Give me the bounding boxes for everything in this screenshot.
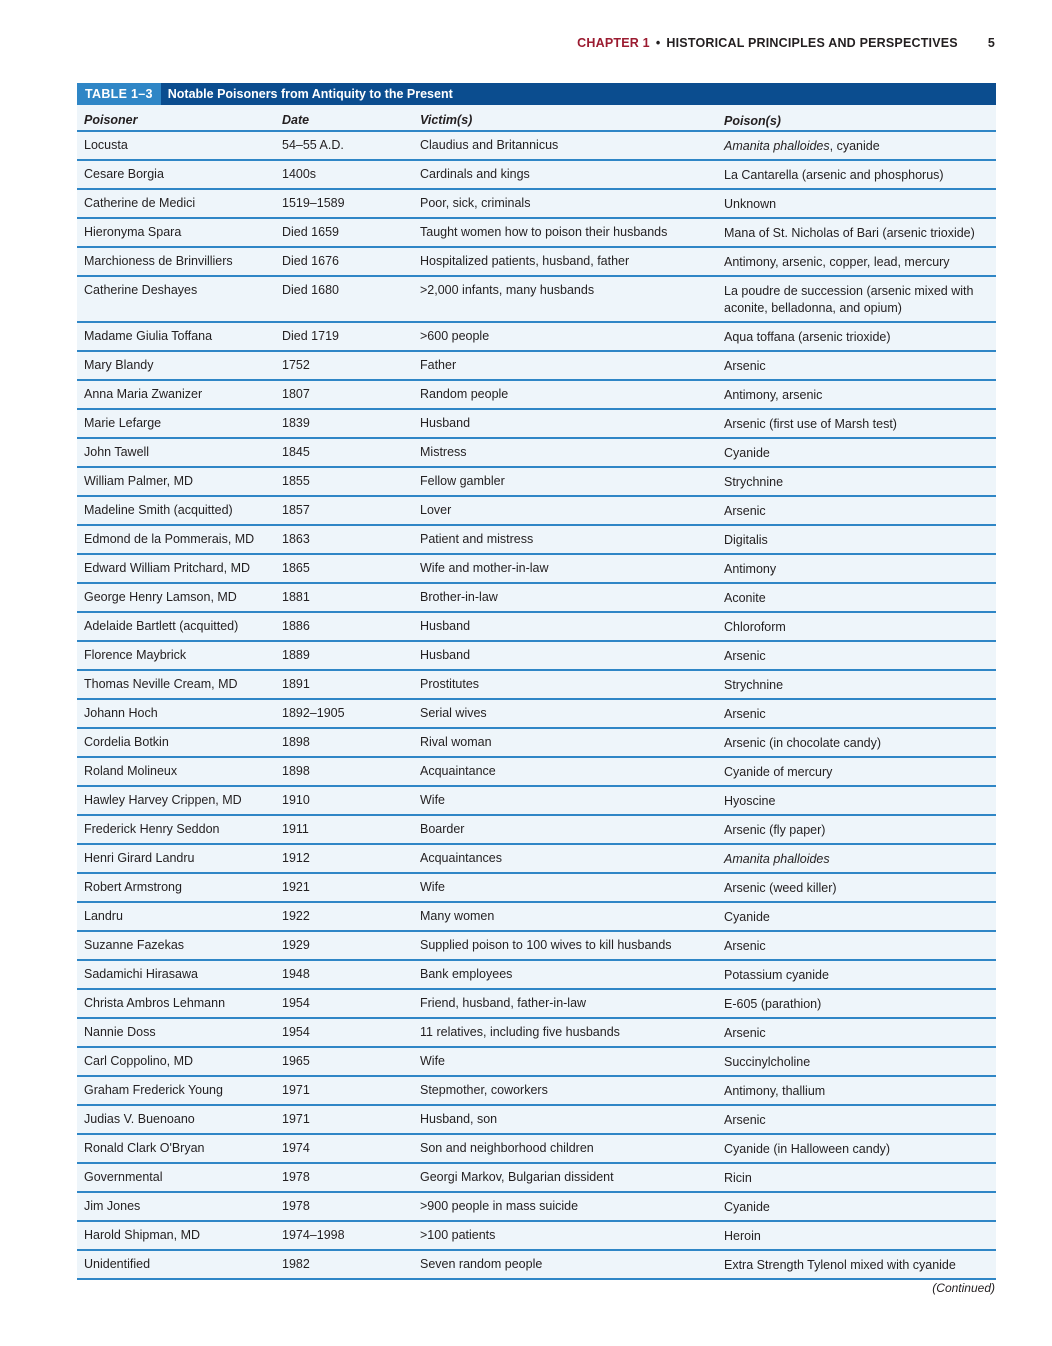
cell-poisons	[724, 845, 996, 872]
cell-date: 1948	[282, 967, 310, 981]
cell-poisons	[724, 555, 996, 582]
cell-victims: Random people	[420, 387, 509, 401]
poison-text: Arsenic	[724, 649, 766, 663]
cell-victims: Seven random people	[420, 1257, 543, 1271]
poison-text: Arsenic	[724, 1113, 766, 1127]
cell-date: 1898	[282, 735, 310, 749]
cell-date: 1929	[282, 938, 310, 952]
table-row	[77, 1019, 996, 1048]
cell-poisoner: Thomas Neville Cream, MD	[84, 677, 238, 691]
cell-poisons	[724, 219, 996, 246]
table-row	[77, 845, 996, 874]
cell-date: Died 1676	[282, 254, 339, 268]
cell-poisons	[724, 584, 996, 611]
table-row	[77, 671, 996, 700]
cell-date: 1889	[282, 648, 310, 662]
cell-poisoner: Madeline Smith (acquitted)	[84, 503, 233, 517]
cell-victims: 11 relatives, including five husbands	[420, 1025, 620, 1039]
cell-date: 1922	[282, 909, 310, 923]
cell-date: 1912	[282, 851, 310, 865]
cell-poisoner: Sadamichi Hirasawa	[84, 967, 198, 981]
cell-poisons	[724, 1077, 996, 1104]
cell-poisoner: Landru	[84, 909, 123, 923]
cell-victims: Serial wives	[420, 706, 487, 720]
cell-victims: >2,000 infants, many husbands	[420, 283, 595, 297]
cell-date: 1807	[282, 387, 310, 401]
cell-poisoner: Robert Armstrong	[84, 880, 182, 894]
poison-text: Extra Strength Tylenol mixed with cyanide	[724, 1258, 956, 1272]
cell-victims: Brother-in-law	[420, 590, 498, 604]
table-row	[77, 439, 996, 468]
cell-poisons	[724, 758, 996, 785]
cell-poisoner: Unidentified	[84, 1257, 151, 1271]
cell-poisoner: Jim Jones	[84, 1199, 141, 1213]
table-row	[77, 700, 996, 729]
poison-text: Arsenic	[724, 359, 766, 373]
cell-victims: Hospitalized patients, husband, father	[420, 254, 630, 268]
cell-date: Died 1719	[282, 329, 339, 343]
table-row	[77, 248, 996, 277]
cell-poisoner: Graham Frederick Young	[84, 1083, 223, 1097]
cell-poisons	[724, 468, 996, 495]
poison-text: Potassium cyanide	[724, 968, 829, 982]
table-body	[77, 132, 996, 1280]
species-name: Amanita phalloides	[724, 139, 830, 153]
cell-victims: Cardinals and kings	[420, 167, 530, 181]
cell-victims: Boarder	[420, 822, 465, 836]
poison-text: Strychnine	[724, 678, 784, 692]
cell-date: 1855	[282, 474, 310, 488]
cell-poisoner: Catherine de Medici	[84, 196, 196, 210]
cell-victims: Supplied poison to 100 wives to kill husbands	[420, 938, 672, 952]
cell-victims: Wife and mother-in-law	[420, 561, 549, 575]
poison-text: Succinylcholine	[724, 1055, 811, 1069]
cell-victims: Many women	[420, 909, 495, 923]
cell-poisoner: Ronald Clark O'Bryan	[84, 1141, 205, 1155]
cell-victims: Father	[420, 358, 457, 372]
cell-poisons	[724, 990, 996, 1017]
table-row	[77, 642, 996, 671]
cell-poisoner: Adelaide Bartlett (acquitted)	[84, 619, 239, 633]
cell-poisons	[724, 613, 996, 640]
cell-poisoner: Marie Lefarge	[84, 416, 162, 430]
cell-victims: Georgi Markov, Bulgarian dissident	[420, 1170, 614, 1184]
cell-date: 1400s	[282, 167, 317, 181]
cell-date: 1881	[282, 590, 310, 604]
poison-text: Chloroform	[724, 620, 786, 634]
cell-poisons	[724, 816, 996, 843]
cell-date: 1954	[282, 996, 310, 1010]
poison-text: Aqua toffana (arsenic trioxide)	[724, 330, 891, 344]
poison-text: Cyanide	[724, 446, 770, 460]
cell-victims: Wife	[420, 1054, 445, 1068]
table-row	[77, 1135, 996, 1164]
cell-date: 1839	[282, 416, 310, 430]
poison-text: Cyanide	[724, 910, 770, 924]
table-row	[77, 352, 996, 381]
column-header-poisoner: Poisoner	[84, 113, 138, 127]
cell-poisoner: William Palmer, MD	[84, 474, 194, 488]
table-row	[77, 961, 996, 990]
cell-poisoner: Henri Girard Landru	[84, 851, 195, 865]
cell-poisoner: Johann Hoch	[84, 706, 158, 720]
section-title: HISTORICAL PRINCIPLES AND PERSPECTIVES	[666, 36, 958, 50]
cell-poisoner: Marchioness de Brinvilliers	[84, 254, 233, 268]
poison-text: Antimony, arsenic	[724, 388, 823, 402]
cell-date: 1982	[282, 1257, 310, 1271]
table-row	[77, 526, 996, 555]
cell-poisoner: Carl Coppolino, MD	[84, 1054, 194, 1068]
table-row	[77, 1222, 996, 1251]
poison-text: La Cantarella (arsenic and phosphorus)	[724, 168, 944, 182]
cell-poisoner: Governmental	[84, 1170, 163, 1184]
table-row	[77, 190, 996, 219]
table-row	[77, 219, 996, 248]
cell-poisons	[724, 381, 996, 408]
table-row	[77, 468, 996, 497]
cell-poisoner: Frederick Henry Seddon	[84, 822, 220, 836]
poison-text: Arsenic	[724, 504, 766, 518]
poison-text: Arsenic (first use of Marsh test)	[724, 417, 897, 431]
cell-date: 54–55 A.D.	[282, 138, 344, 152]
poison-text: Hyoscine	[724, 794, 776, 808]
page-number: 5	[987, 36, 995, 50]
cell-date: 1865	[282, 561, 310, 575]
poison-text: Arsenic	[724, 1026, 766, 1040]
cell-poisoner: Cesare Borgia	[84, 167, 164, 181]
table-row	[77, 903, 996, 932]
poison-text: Unknown	[724, 197, 777, 211]
cell-poisoner: Cordelia Botkin	[84, 735, 169, 749]
column-header-poisons: Poison(s)	[724, 114, 781, 128]
poison-text: Ricin	[724, 1171, 752, 1185]
table-row	[77, 497, 996, 526]
cell-date: 1974–1998	[282, 1228, 345, 1242]
cell-poisons	[724, 1048, 996, 1075]
cell-victims: Husband, son	[420, 1112, 498, 1126]
cell-poisons	[724, 787, 996, 814]
cell-poisoner: Edmond de la Pommerais, MD	[84, 532, 255, 546]
cell-date: 1978	[282, 1170, 310, 1184]
table-row	[77, 932, 996, 961]
cell-poisoner: Madame Giulia Toffana	[84, 329, 213, 343]
cell-poisons	[724, 932, 996, 959]
cell-poisons	[724, 671, 996, 698]
cell-poisoner: Harold Shipman, MD	[84, 1228, 201, 1242]
cell-victims: >900 people in mass suicide	[420, 1199, 579, 1213]
table-row	[77, 161, 996, 190]
cell-victims: Friend, husband, father-in-law	[420, 996, 587, 1010]
table-row	[77, 1077, 996, 1106]
cell-poisoner: Anna Maria Zwanizer	[84, 387, 203, 401]
cell-poisoner: Mary Blandy	[84, 358, 154, 372]
table-row	[77, 410, 996, 439]
cell-poisons	[724, 700, 996, 727]
cell-date: 1752	[282, 358, 310, 372]
cell-victims: Poor, sick, criminals	[420, 196, 531, 210]
chapter-label: CHAPTER 1	[577, 36, 650, 50]
cell-poisons	[724, 352, 996, 379]
table-row	[77, 584, 996, 613]
table-row	[77, 787, 996, 816]
cell-poisons	[724, 161, 996, 188]
poison-text: Heroin	[724, 1229, 761, 1243]
bullet-separator: •	[655, 36, 661, 50]
cell-victims: >100 patients	[420, 1228, 496, 1242]
poison-text: La poudre de succession (arsenic mixed with aconite, belladonna, and opium)	[724, 284, 974, 315]
cell-victims: Patient and mistress	[420, 532, 534, 546]
poison-text: Antimony	[724, 562, 777, 576]
poison-text: Strychnine	[724, 475, 784, 489]
cell-victims: Stepmother, coworkers	[420, 1083, 548, 1097]
cell-victims: >600 people	[420, 329, 490, 343]
poisoners-table	[77, 83, 996, 1280]
table-row	[77, 758, 996, 787]
cell-poisoner: Florence Maybrick	[84, 648, 187, 662]
cell-date: 1863	[282, 532, 310, 546]
cell-poisons	[724, 248, 996, 275]
table-row	[77, 381, 996, 410]
cell-poisons	[724, 1019, 996, 1046]
cell-victims: Husband	[420, 648, 471, 662]
cell-poisons	[724, 439, 996, 466]
cell-victims: Prostitutes	[420, 677, 480, 691]
poison-text: Arsenic (in chocolate candy)	[724, 736, 882, 750]
cell-victims: Fellow gambler	[420, 474, 505, 488]
cell-victims: Rival woman	[420, 735, 492, 749]
cell-poisoner: Judias V. Buenoano	[84, 1112, 195, 1126]
species-name: Amanita phalloides	[724, 852, 830, 866]
poison-text: Arsenic (fly paper)	[724, 823, 826, 837]
cell-poisoner: John Tawell	[84, 445, 150, 459]
column-headers	[77, 105, 996, 132]
table-row	[77, 874, 996, 903]
cell-poisoner: Hawley Harvey Crippen, MD	[84, 793, 242, 807]
table-row	[77, 816, 996, 845]
table-caption	[77, 83, 996, 105]
cell-date: 1519–1589	[282, 196, 345, 210]
cell-poisons	[724, 642, 996, 669]
poison-text: Arsenic (weed killer)	[724, 881, 837, 895]
continued-note: (Continued)	[932, 1281, 995, 1295]
cell-poisons	[724, 497, 996, 524]
cell-poisons	[724, 1251, 996, 1278]
poison-text: Cyanide (in Halloween candy)	[724, 1142, 891, 1156]
cell-victims: Claudius and Britannicus	[420, 138, 559, 152]
cell-poisons	[724, 1193, 996, 1220]
cell-victims: Acquaintance	[420, 764, 496, 778]
poison-text: Cyanide of mercury	[724, 765, 833, 779]
running-head	[577, 36, 995, 50]
table-row	[77, 613, 996, 642]
table-label: TABLE 1–3	[77, 83, 161, 105]
table-row	[77, 555, 996, 584]
cell-poisoner: Locusta	[84, 138, 128, 152]
cell-date: 1965	[282, 1054, 310, 1068]
cell-poisons	[724, 190, 996, 217]
column-header-date: Date	[282, 113, 310, 127]
cell-poisoner: Hieronyma Spara	[84, 225, 182, 239]
cell-victims: Wife	[420, 880, 445, 894]
cell-victims: Husband	[420, 619, 471, 633]
cell-date: Died 1659	[282, 225, 339, 239]
cell-poisons	[724, 410, 996, 437]
cell-date: 1892–1905	[282, 706, 345, 720]
cell-poisons	[724, 277, 996, 321]
cell-date: 1971	[282, 1112, 310, 1126]
table-row	[77, 277, 996, 323]
cell-date: 1857	[282, 503, 310, 517]
table-row	[77, 729, 996, 758]
poison-text: Antimony, thallium	[724, 1084, 826, 1098]
table-row	[77, 132, 996, 161]
cell-victims: Husband	[420, 416, 471, 430]
cell-victims: Son and neighborhood children	[420, 1141, 594, 1155]
cell-poisons	[724, 1135, 996, 1162]
cell-victims: Mistress	[420, 445, 467, 459]
poison-text: Antimony, arsenic, copper, lead, mercury	[724, 255, 950, 269]
cell-poisoner: Edward William Pritchard, MD	[84, 561, 251, 575]
cell-poisons	[724, 526, 996, 553]
cell-poisons	[724, 729, 996, 756]
cell-poisoner: Nannie Doss	[84, 1025, 156, 1039]
cell-poisons	[724, 903, 996, 930]
cell-date: 1891	[282, 677, 310, 691]
cell-poisoner: Roland Molineux	[84, 764, 178, 778]
cell-poisons	[724, 961, 996, 988]
cell-date: 1911	[282, 822, 309, 836]
cell-poisoner: Catherine Deshayes	[84, 283, 198, 297]
poison-text: Cyanide	[724, 1200, 770, 1214]
poison-text: Digitalis	[724, 533, 768, 547]
poison-text: Mana of St. Nicholas of Bari (arsenic trioxide)	[724, 226, 975, 240]
cell-date: Died 1680	[282, 283, 339, 297]
cell-date: 1921	[282, 880, 310, 894]
column-header-victims: Victim(s)	[420, 113, 473, 127]
cell-date: 1978	[282, 1199, 310, 1213]
cell-poisoner: Christa Ambros Lehmann	[84, 996, 226, 1010]
cell-poisons	[724, 323, 996, 350]
cell-poisoner: George Henry Lamson, MD	[84, 590, 237, 604]
poison-text: Arsenic	[724, 939, 766, 953]
poison-text: Arsenic	[724, 707, 766, 721]
table-row	[77, 1106, 996, 1135]
poison-text: Aconite	[724, 591, 766, 605]
cell-date: 1886	[282, 619, 310, 633]
cell-date: 1971	[282, 1083, 310, 1097]
cell-poisons	[724, 132, 996, 159]
cell-victims: Lover	[420, 503, 452, 517]
cell-victims: Taught women how to poison their husbands	[420, 225, 668, 239]
cell-poisons	[724, 874, 996, 901]
table-row	[77, 323, 996, 352]
cell-poisons	[724, 1164, 996, 1191]
cell-date: 1910	[282, 793, 310, 807]
cell-poisons	[724, 1222, 996, 1249]
cell-poisons	[724, 1106, 996, 1133]
table-row	[77, 1193, 996, 1222]
cell-date: 1974	[282, 1141, 310, 1155]
poison-text: E-605 (parathion)	[724, 997, 822, 1011]
cell-date: 1954	[282, 1025, 310, 1039]
table-title: Notable Poisoners from Antiquity to the Present	[167, 87, 453, 101]
table-row	[77, 1164, 996, 1193]
cell-victims: Bank employees	[420, 967, 513, 981]
poison-text: , cyanide	[829, 139, 880, 153]
cell-poisoner: Suzanne Fazekas	[84, 938, 185, 952]
table-row	[77, 1048, 996, 1077]
cell-victims: Wife	[420, 793, 445, 807]
table-row	[77, 1251, 996, 1280]
cell-date: 1898	[282, 764, 310, 778]
cell-date: 1845	[282, 445, 310, 459]
table-row	[77, 990, 996, 1019]
cell-victims: Acquaintances	[420, 851, 503, 865]
